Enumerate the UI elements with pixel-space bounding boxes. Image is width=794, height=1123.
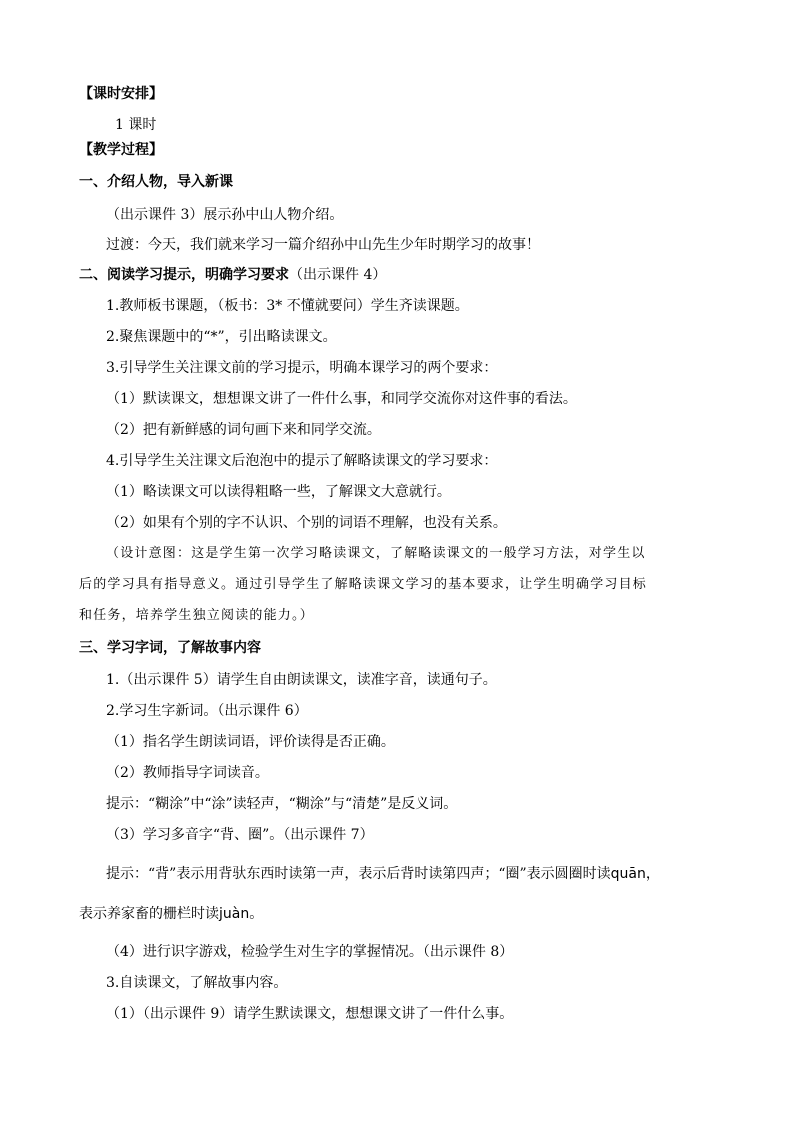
- paragraph: 3.引导学生关注课文前的学习提示，明确本课学习的两个要求：: [106, 360, 498, 376]
- heading-part-2-title: 二、阅读学习提示，明确学习要求: [79, 267, 289, 283]
- paragraph: 提示：“糊涂”中“涂”读轻声，“糊涂”与“清楚”是反义词。: [106, 796, 458, 812]
- paragraph: 1.（出示课件 5）请学生自由朗读课文，读准字音，读通句子。: [106, 672, 497, 688]
- heading-part-2-note: （出示课件 4）: [289, 267, 387, 283]
- design-note: 和任务，培养学生独立阅读的能力。）: [79, 608, 314, 623]
- paragraph-text: ，: [645, 866, 660, 882]
- pinyin-juan: juàn: [219, 906, 250, 922]
- design-note: 后的学习具有指导意义。通过引导学生了解略读课文学习的基本要求，让学生明确学习目标: [79, 577, 648, 592]
- paragraph: 2.学习生字新词。（出示课件 6）: [106, 703, 308, 719]
- section-heading-schedule: 【课时安排】: [79, 86, 163, 102]
- pinyin-quan: quān: [610, 866, 646, 882]
- paragraph: （1）默读课文，想想课文讲了一件什么事，和同学交流你对这件事的看法。: [106, 391, 577, 407]
- paragraph: （3）学习多音字“背、圈”。（出示课件 7）: [106, 827, 374, 843]
- heading-part-1: 一、介绍人物，导入新课: [79, 174, 233, 190]
- paragraph: （1）略读课文可以读得粗略一些，了解课文大意就行。: [106, 484, 451, 500]
- paragraph: [79, 904, 263, 924]
- paragraph: （1）指名学生朗读词语，评价读得是否正确。: [106, 734, 395, 750]
- section-heading-process: 【教学过程】: [79, 142, 163, 158]
- design-note: （设计意图：这是学生第一次学习略读课文，了解略读课文的一般学习方法，对学生以: [106, 546, 646, 561]
- paragraph: 1.教师板书课题，（板书：3* 不懂就要问）学生齐读课题。: [106, 298, 469, 314]
- paragraph: （2）教师指导字词读音。: [106, 765, 269, 781]
- heading-part-3: 三、学习字词，了解故事内容: [79, 640, 261, 656]
- paragraph: （4）进行识字游戏，检验学生对生字的掌握情况。（出示课件 8）: [106, 944, 514, 960]
- paragraph: 4.引导学生关注课文后泡泡中的提示了解略读课文的学习要求：: [106, 453, 498, 469]
- paragraph-text: 提示：“背”表示用背驮东西时读第一声，表示后背时读第四声；“圈”表示圆圈时读: [106, 866, 611, 882]
- paragraph: 1 课时: [115, 117, 157, 133]
- paragraph: （2）如果有个别的字不认识、个别的词语不理解，也没有关系。: [106, 515, 507, 531]
- paragraph: 2.聚焦课题中的“*”，引出略读课文。: [106, 329, 337, 345]
- paragraph: 过渡：今天，我们就来学习一篇介绍孙中山先生少年时期学习的故事！: [106, 237, 540, 253]
- paragraph: （出示课件 3）展示孙中山人物介绍。: [106, 207, 344, 223]
- heading-part-2: [79, 265, 386, 285]
- paragraph: [106, 864, 660, 884]
- paragraph: （1）（出示课件 9）请学生默读课文，想想课文讲了一件什么事。: [106, 1006, 514, 1022]
- paragraph: （2）把有新鲜感的词句画下来和同学交流。: [106, 422, 381, 438]
- paragraph-text: 表示养家畜的栅栏时读: [79, 906, 219, 922]
- paragraph: 3.自读课文，了解故事内容。: [106, 975, 288, 991]
- paragraph-text: 。: [249, 906, 264, 922]
